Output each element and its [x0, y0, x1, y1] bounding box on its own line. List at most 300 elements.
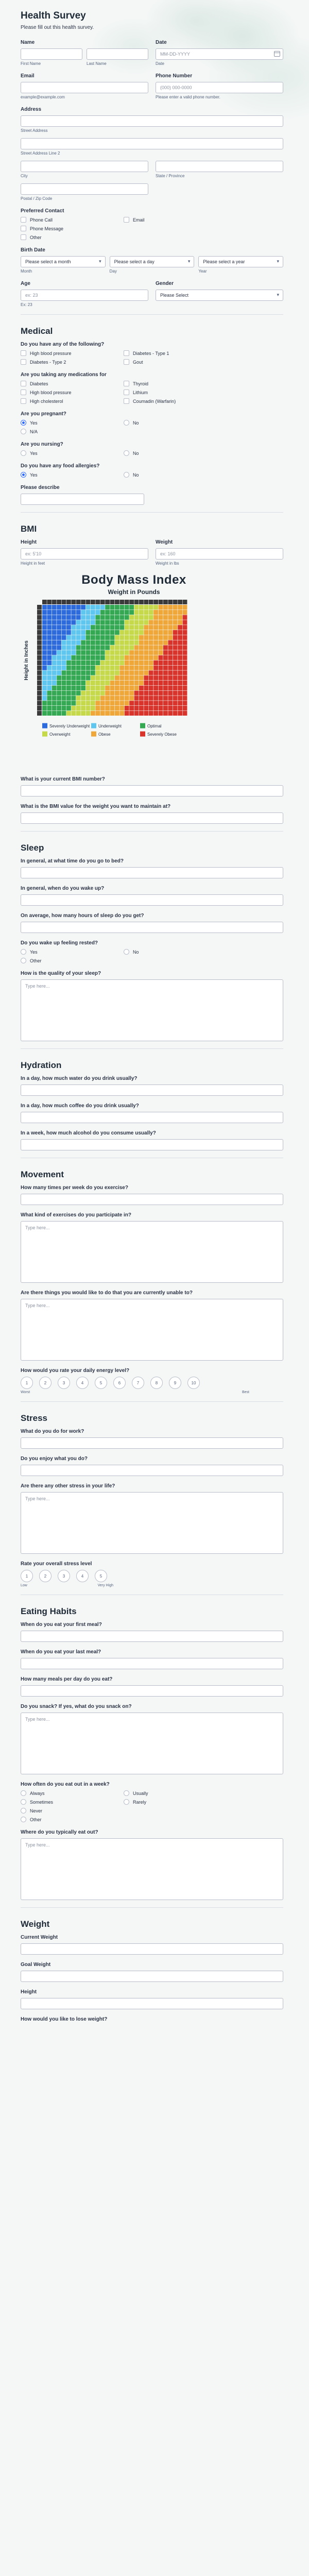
bmi-cell: [163, 655, 168, 660]
eat-out-rarely[interactable]: Rarely: [124, 1799, 216, 1805]
describe-input[interactable]: [21, 494, 144, 505]
address-group: [21, 107, 283, 201]
radio[interactable]: [21, 1808, 26, 1814]
condition-diabetes-type-1[interactable]: Diabetes - Type 1: [124, 350, 216, 356]
bmi-cell: [66, 666, 71, 670]
bmi-cell: [134, 670, 139, 675]
radio-selected[interactable]: [21, 420, 26, 426]
birth-month-select[interactable]: Please select a month ▾: [21, 256, 106, 267]
bmi-cell: [105, 706, 110, 710]
bmi-cell: [110, 610, 115, 615]
stress-rating-5[interactable]: 5: [95, 1570, 107, 1582]
bmi-row-header: [37, 701, 42, 705]
checkbox[interactable]: [21, 398, 26, 404]
unable-textarea[interactable]: Type here...: [21, 1299, 283, 1361]
goal-weight-input[interactable]: [21, 1971, 283, 1982]
birth-year-select[interactable]: Please select a year ▾: [198, 256, 283, 267]
bmi-cell: [115, 686, 119, 690]
bmi-cell: [105, 635, 110, 640]
bmi-cell: [144, 686, 148, 690]
bmi-cell: [47, 706, 52, 710]
eat-out-sometimes[interactable]: Sometimes: [21, 1799, 113, 1805]
bmi-cell: [81, 701, 85, 705]
bmi-cell: [86, 610, 91, 615]
bmi-cell: [178, 675, 182, 680]
radio[interactable]: [21, 429, 26, 434]
allergies-no[interactable]: No: [124, 472, 216, 478]
bmi-cell: [42, 670, 47, 675]
wake-time-input[interactable]: [21, 894, 283, 906]
bmi-cell: [173, 686, 178, 690]
bmi-cell: [86, 706, 91, 710]
checkbox[interactable]: [124, 350, 129, 356]
day-sublabel: Day: [109, 269, 117, 274]
birth-date-label: Birth Date: [21, 247, 45, 253]
bmi-cell: [183, 711, 187, 716]
checkbox[interactable]: [124, 359, 129, 365]
checkbox[interactable]: [21, 389, 26, 395]
bmi-cell: [115, 620, 119, 624]
bmi-cell: [86, 675, 91, 680]
bmi-cell: [149, 681, 153, 685]
bmi-cell: [153, 686, 158, 690]
weight-q3-group: [21, 1989, 283, 2009]
bmi-cell: [76, 610, 81, 615]
bmi-cell: [42, 691, 47, 696]
stress-rating-3[interactable]: 3: [58, 1570, 70, 1582]
height-sublabel: Height in feet: [21, 561, 45, 566]
stress-heading: Stress: [21, 1401, 283, 1429]
bmi-cell: [168, 610, 173, 615]
rested-yes[interactable]: Yes: [21, 949, 113, 955]
first-meal-input[interactable]: [21, 1631, 283, 1642]
bmi-cell: [129, 701, 134, 705]
bmi-cell: [95, 686, 100, 690]
bmi-cell: [134, 706, 139, 710]
radio[interactable]: [124, 949, 129, 955]
meals-per-day-input[interactable]: [21, 1685, 283, 1697]
bmi-cell: [125, 605, 129, 609]
checkbox[interactable]: [124, 389, 129, 395]
med-high-cholesterol[interactable]: High cholesterol: [21, 398, 113, 404]
eating-q4-group: [21, 1704, 283, 1774]
bmi-cell: [139, 701, 144, 705]
bmi-cell: [66, 655, 71, 660]
bmi-cell: [71, 615, 76, 620]
condition-gout[interactable]: Gout: [124, 359, 216, 365]
bmi-cell: [134, 650, 139, 655]
bmi-cell: [178, 650, 182, 655]
gender-select[interactable]: Please Select ▾: [156, 290, 283, 301]
bmi-cell: [86, 630, 91, 635]
chevron-down-icon: ▾: [99, 259, 101, 264]
bmi-cell: [66, 681, 71, 685]
bmi-cell: [52, 620, 57, 624]
date-input[interactable]: MM-DD-YYYY: [156, 48, 283, 60]
bmi-cell: [183, 635, 187, 640]
bmi-cell: [42, 635, 47, 640]
bmi-row-header: [37, 620, 42, 624]
radio[interactable]: [21, 1790, 26, 1796]
pregnant-no[interactable]: No: [124, 420, 216, 426]
bmi-cell: [183, 650, 187, 655]
bmi-cell: [134, 696, 139, 700]
bmi-cell: [71, 670, 76, 675]
nursing-group: [21, 442, 283, 456]
weight-heading: Weight: [21, 1907, 283, 1935]
bmi-cell: [52, 610, 57, 615]
bmi-cell: [144, 615, 148, 620]
checkbox[interactable]: [21, 350, 26, 356]
checkbox[interactable]: [21, 381, 26, 386]
bmi-cell: [115, 610, 119, 615]
radio[interactable]: [124, 1799, 129, 1805]
stress-rating-4[interactable]: 4: [76, 1570, 89, 1582]
bmi-col-header: [42, 600, 47, 604]
bmi-cell: [105, 630, 110, 635]
bmi-cell: [52, 655, 57, 660]
stress-rating-2[interactable]: 2: [39, 1570, 52, 1582]
stress-rating-1[interactable]: 1: [21, 1570, 33, 1582]
eat-out-where-textarea[interactable]: Type here...: [21, 1838, 283, 1900]
nursing-yes[interactable]: Yes: [21, 450, 113, 456]
bmi-cell: [129, 681, 134, 685]
coffee-label: In a day, how much coffee do you drink usually?: [21, 1103, 139, 1109]
rested-no[interactable]: No: [124, 949, 216, 955]
bmi-col-header: [183, 600, 187, 604]
bmi-legend-label: Overweight: [49, 732, 71, 737]
hydration-heading: Hydration: [21, 1048, 283, 1076]
bmi-cell: [71, 640, 76, 645]
energy-rating-10[interactable]: 10: [187, 1377, 200, 1389]
radio[interactable]: [124, 472, 129, 478]
energy-rating-2[interactable]: 2: [39, 1377, 52, 1389]
bmi-cell: [105, 691, 110, 696]
bmi-cell: [110, 670, 115, 675]
radio-selected[interactable]: [21, 472, 26, 478]
bmi-cell: [86, 666, 91, 670]
contact-option-email[interactable]: Email: [124, 217, 216, 223]
bmi-cell: [76, 660, 81, 665]
radio[interactable]: [124, 1790, 129, 1796]
energy-rating-6[interactable]: 6: [113, 1377, 126, 1389]
med-lithium[interactable]: Lithium: [124, 389, 216, 395]
bmi-cell: [76, 655, 81, 660]
bmi-cell: [100, 701, 105, 705]
allergies-yes[interactable]: Yes: [21, 472, 113, 478]
bmi-cell: [62, 666, 66, 670]
bmi-cell: [57, 696, 61, 700]
bmi-cell: [115, 670, 119, 675]
email-field[interactable]: [21, 82, 148, 93]
bmi-cell: [163, 640, 168, 645]
other-stress-textarea[interactable]: Type here...: [21, 1492, 283, 1554]
stress-scale-low: Low: [21, 1584, 27, 1587]
exercise-kind-textarea[interactable]: Type here...: [21, 1221, 283, 1283]
bmi-cell: [52, 660, 57, 665]
energy-rating-9[interactable]: 9: [169, 1377, 181, 1389]
eat-out-never[interactable]: Never: [21, 1808, 113, 1814]
eat-out-other[interactable]: Other: [21, 1817, 113, 1822]
height-2-input[interactable]: [21, 1998, 283, 2009]
bmi-col-header: [125, 600, 129, 604]
bmi-cell: [81, 650, 85, 655]
bmi-legend-label: Underweight: [98, 724, 122, 729]
bmi-cell: [110, 615, 115, 620]
radio[interactable]: [124, 420, 129, 426]
bmi-cell: [159, 696, 163, 700]
exercise-frequency-input[interactable]: [21, 1194, 283, 1205]
bmi-cell: [163, 605, 168, 609]
bmi-cell: [183, 655, 187, 660]
last-name-sublabel: Last Name: [87, 61, 107, 66]
snack-textarea[interactable]: Type here...: [21, 1713, 283, 1774]
contact-option-phone-call[interactable]: Phone Call: [21, 217, 113, 223]
bmi-cell: [144, 701, 148, 705]
bmi-cell: [86, 686, 91, 690]
bmi-col-header: [173, 600, 178, 604]
bmi-cell: [115, 635, 119, 640]
bmi-cell: [81, 655, 85, 660]
sleep-q5-group: [21, 971, 283, 1041]
bmi-cell: [168, 625, 173, 630]
bmi-cell: [129, 635, 134, 640]
bmi-cell: [129, 666, 134, 670]
bmi-cell: [173, 660, 178, 665]
street-address-input[interactable]: [21, 115, 283, 127]
bmi-cell: [129, 650, 134, 655]
bmi-target-input[interactable]: [21, 812, 283, 824]
radio[interactable]: [21, 958, 26, 963]
rested-other[interactable]: Other: [21, 958, 113, 963]
radio[interactable]: [21, 450, 26, 456]
bmi-cell: [149, 630, 153, 635]
bmi-cell: [71, 675, 76, 680]
calendar-icon[interactable]: [274, 51, 280, 57]
med-high-blood-pressure[interactable]: High blood pressure: [21, 389, 113, 395]
sleep-quality-textarea[interactable]: Type here...: [21, 979, 283, 1041]
nursing-no[interactable]: No: [124, 450, 216, 456]
bmi-cell: [125, 620, 129, 624]
bmi-cell: [62, 706, 66, 710]
bmi-cell: [144, 660, 148, 665]
bmi-cell: [105, 711, 110, 716]
bmi-cell: [100, 696, 105, 700]
bmi-current-input[interactable]: [21, 785, 283, 796]
energy-rating-3[interactable]: 3: [58, 1377, 70, 1389]
bmi-cell: [173, 691, 178, 696]
bmi-cell: [66, 640, 71, 645]
pregnant-na[interactable]: N/A: [21, 429, 113, 434]
bmi-cell: [105, 625, 110, 630]
energy-rating-1[interactable]: 1: [21, 1377, 33, 1389]
bmi-cell: [42, 655, 47, 660]
bmi-cell: [95, 645, 100, 650]
contact-option-phone-message[interactable]: Phone Message: [21, 226, 113, 231]
bmi-cell: [76, 691, 81, 696]
bmi-cell: [144, 610, 148, 615]
bmi-cell: [105, 696, 110, 700]
bmi-cell: [153, 670, 158, 675]
first-name-input[interactable]: [21, 48, 82, 60]
eating-q2-group: [21, 1649, 283, 1669]
pregnant-yes[interactable]: Yes: [21, 420, 113, 426]
energy-rating-8[interactable]: 8: [150, 1377, 163, 1389]
checkbox[interactable]: [124, 217, 129, 223]
energy-rating-4[interactable]: 4: [76, 1377, 89, 1389]
weight-input[interactable]: ex: 160: [156, 548, 283, 560]
bmi-cell: [66, 650, 71, 655]
street-address-2-input[interactable]: [21, 138, 283, 149]
energy-rating-group: [21, 1368, 283, 1394]
bmi-cell: [91, 670, 95, 675]
bmi-row-header: [37, 691, 42, 696]
bmi-cell: [105, 640, 110, 645]
bmi-col-header: [144, 600, 148, 604]
energy-rating-5[interactable]: 5: [95, 1377, 107, 1389]
bmi-cell: [159, 670, 163, 675]
bmi-cell: [183, 615, 187, 620]
conditions-label: Do you have any of the following?: [21, 342, 105, 347]
bmi-cell: [168, 706, 173, 710]
height-2-label: Height: [21, 1989, 37, 1995]
bmi-cell: [149, 645, 153, 650]
bmi-cell: [153, 610, 158, 615]
bmi-cell: [52, 625, 57, 630]
bmi-cell: [178, 620, 182, 624]
phone-field[interactable]: (000) 000-0000: [156, 82, 283, 93]
bmi-cell: [178, 630, 182, 635]
radio[interactable]: [21, 1817, 26, 1822]
bmi-cell: [173, 630, 178, 635]
bmi-cell: [81, 670, 85, 675]
bmi-cell: [66, 610, 71, 615]
checkbox[interactable]: [21, 234, 26, 240]
radio[interactable]: [21, 1799, 26, 1805]
sleep-q3-group: [21, 913, 283, 933]
checkbox[interactable]: [124, 381, 129, 386]
bmi-cell: [47, 655, 52, 660]
bmi-cell: [100, 650, 105, 655]
checkbox[interactable]: [21, 359, 26, 365]
bmi-cell: [105, 701, 110, 705]
bmi-cell: [71, 620, 76, 624]
bmi-cell: [47, 701, 52, 705]
checkbox[interactable]: [124, 398, 129, 404]
year-sublabel: Year: [198, 269, 207, 274]
bmi-cell: [134, 666, 139, 670]
bmi-cell: [100, 620, 105, 624]
med-diabetes[interactable]: Diabetes: [21, 381, 113, 386]
zip-input[interactable]: [21, 183, 148, 195]
bmi-cell: [71, 711, 76, 716]
bmi-cell: [129, 675, 134, 680]
bmi-cell: [91, 655, 95, 660]
bmi-cell: [91, 706, 95, 710]
last-meal-input[interactable]: [21, 1658, 283, 1669]
bmi-cell: [115, 660, 119, 665]
condition-diabetes-type-2[interactable]: Diabetes - Type 2: [21, 359, 113, 365]
radio[interactable]: [21, 949, 26, 955]
bmi-cell: [57, 681, 61, 685]
bmi-cell: [66, 615, 71, 620]
bmi-col-header: [129, 600, 134, 604]
email-label: Email: [21, 73, 35, 79]
alcohol-input[interactable]: [21, 1139, 283, 1150]
current-weight-input[interactable]: [21, 1943, 283, 1955]
state-input[interactable]: [156, 161, 283, 172]
bmi-cell: [115, 640, 119, 645]
bmi-cell: [144, 630, 148, 635]
bmi-cell: [105, 605, 110, 609]
bmi-cell: [178, 711, 182, 716]
eat-out-always[interactable]: Always: [21, 1790, 113, 1796]
checkbox[interactable]: [21, 217, 26, 223]
coffee-input[interactable]: [21, 1112, 283, 1123]
bmi-col-header: [95, 600, 100, 604]
bmi-cell: [100, 630, 105, 635]
bmi-cell: [81, 666, 85, 670]
bmi-cell: [110, 711, 115, 716]
bmi-cell: [173, 666, 178, 670]
checkbox[interactable]: [21, 226, 26, 231]
birth-day-select[interactable]: Please select a day ▾: [110, 256, 195, 267]
last-name-input[interactable]: [87, 48, 148, 60]
med-thyroid[interactable]: Thyroid: [124, 381, 216, 386]
bmi-cell: [71, 605, 76, 609]
work-input[interactable]: [21, 1437, 283, 1449]
bmi-cell: [76, 625, 81, 630]
bmi-cell: [144, 650, 148, 655]
bmi-cell: [149, 635, 153, 640]
bmi-cell: [91, 691, 95, 696]
eat-out-usually[interactable]: Usually: [124, 1790, 216, 1796]
bmi-cell: [159, 605, 163, 609]
sleep-hours-input[interactable]: [21, 922, 283, 933]
bmi-cell: [100, 675, 105, 680]
date-sublabel: Date: [156, 61, 164, 66]
bmi-cell: [178, 640, 182, 645]
energy-rating-7[interactable]: 7: [132, 1377, 144, 1389]
height-input[interactable]: ex: 5'10: [21, 548, 148, 560]
bmi-col-header: [76, 600, 81, 604]
bmi-cell: [57, 666, 61, 670]
bmi-cell: [62, 630, 66, 635]
bmi-cell: [91, 675, 95, 680]
city-input[interactable]: [21, 161, 148, 172]
enjoy-input[interactable]: [21, 1465, 283, 1476]
bmi-cell: [91, 681, 95, 685]
bmi-cell: [168, 640, 173, 645]
bmi-cell: [163, 666, 168, 670]
condition-high-blood-pressure[interactable]: High blood pressure: [21, 350, 113, 356]
bmi-col-header: [134, 600, 139, 604]
bmi-cell: [163, 706, 168, 710]
radio[interactable]: [124, 450, 129, 456]
bmi-row-header: [37, 610, 42, 615]
bmi-cell: [100, 666, 105, 670]
age-label: Age: [21, 281, 30, 286]
bmi-cell: [129, 691, 134, 696]
bmi-cell: [139, 610, 144, 615]
water-input[interactable]: [21, 1084, 283, 1096]
bmi-cell: [168, 701, 173, 705]
bmi-cell: [47, 675, 52, 680]
age-input[interactable]: ex: 23: [21, 290, 148, 301]
med-coumadin[interactable]: Coumadin (Warfarin): [124, 398, 216, 404]
contact-option-other[interactable]: Other: [21, 234, 113, 240]
bedtime-input[interactable]: [21, 867, 283, 878]
